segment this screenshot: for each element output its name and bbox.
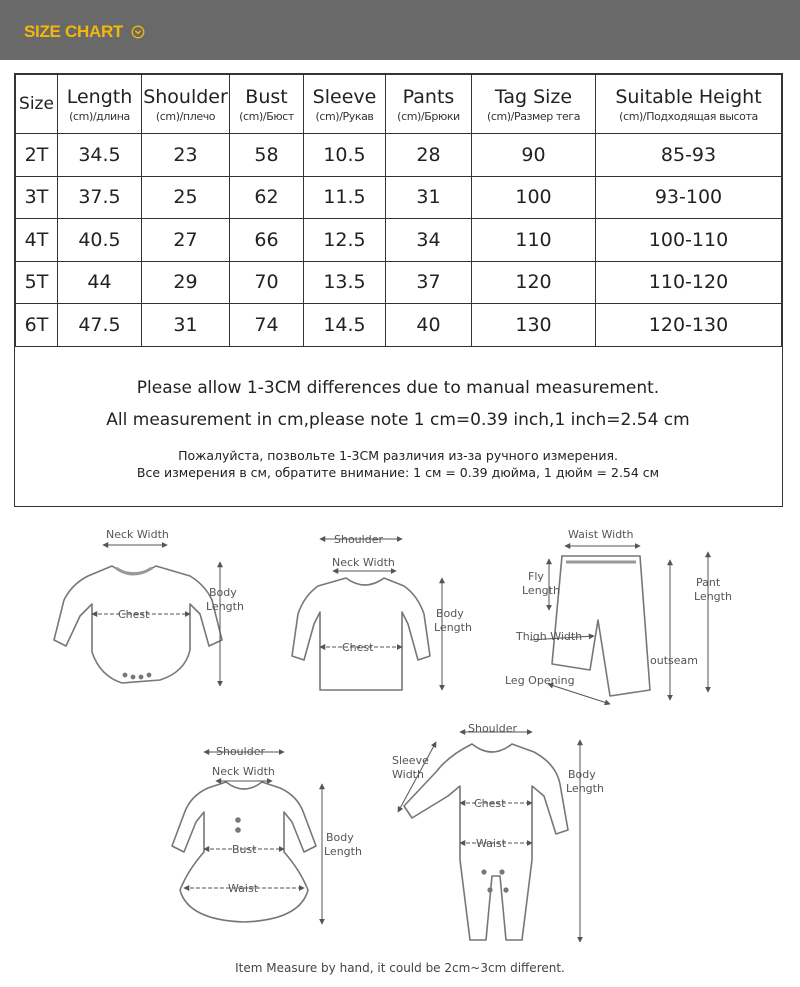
cell-sleeve: 13.5 (304, 261, 386, 304)
cell-shoulder: 25 (142, 176, 230, 219)
table-row (16, 176, 782, 219)
note-russian-2: Все измерения в см, обратите внимание: 1 см = 0.39 дюйма, 1 дюйм = 2.54 см (136, 465, 660, 480)
note-english-1: Please allow 1-3CM differences due to manual measurement. (136, 378, 660, 398)
cell-pants: 37 (386, 261, 472, 304)
cell-bust: 74 (230, 304, 304, 347)
cell-length: 47.5 (58, 304, 142, 347)
size-chart-table-box (14, 73, 783, 507)
cell-size: 2T (16, 134, 58, 177)
cell-tag-size: 130 (472, 304, 596, 347)
romper-body-label: Body (568, 768, 596, 781)
pants-outseam-label: outseam (650, 654, 698, 667)
cell-size: 5T (16, 261, 58, 304)
tshirt-shoulder-label: Shoulder (334, 533, 383, 546)
bodysuit-neck-width-label: Neck Width (106, 528, 169, 541)
romper-length-label: Length (566, 782, 604, 795)
table-row (16, 134, 782, 177)
cell-suitable-height: 110-120 (596, 261, 782, 304)
dress-waist-label: Waist (228, 882, 259, 895)
note-russian-1: Пожалуйста, позвольте 1-3CM различия из-за ручного измерения. (178, 448, 618, 463)
measurement-diagrams (0, 515, 800, 955)
dress-length-label: Length (324, 845, 362, 858)
header-tag-size: Tag Size (cm)/Размер тега (472, 75, 596, 134)
footer-note: Item Measure by hand, it could be 2cm~3cm different. (235, 961, 565, 975)
header-bust: Bust (cm)/Бюст (230, 75, 304, 134)
table-row (16, 219, 782, 262)
cell-sleeve: 12.5 (304, 219, 386, 262)
cell-suitable-height: 120-130 (596, 304, 782, 347)
bodysuit-chest-label: Chest (118, 608, 150, 621)
cell-length: 37.5 (58, 176, 142, 219)
cell-tag-size: 110 (472, 219, 596, 262)
cell-suitable-height: 93-100 (596, 176, 782, 219)
dress-body-label: Body (326, 831, 354, 844)
table-row (16, 261, 782, 304)
cell-size: 6T (16, 304, 58, 347)
cell-tag-size: 120 (472, 261, 596, 304)
cell-suitable-height: 85-93 (596, 134, 782, 177)
tshirt-length-label: Length (434, 621, 472, 634)
cell-bust: 70 (230, 261, 304, 304)
cell-shoulder: 23 (142, 134, 230, 177)
cell-sleeve: 14.5 (304, 304, 386, 347)
bodysuit-body-label: Body (209, 586, 237, 599)
size-table (15, 74, 782, 347)
pants-fly-length-label: Length (522, 584, 560, 597)
tshirt-body-label: Body (436, 607, 464, 620)
cell-tag-size: 100 (472, 176, 596, 219)
cell-pants: 28 (386, 134, 472, 177)
cell-sleeve: 11.5 (304, 176, 386, 219)
size-chart-banner (0, 0, 800, 60)
dress-neck-width-label: Neck Width (212, 765, 275, 778)
dress-bust-label: Bust (232, 843, 257, 856)
pants-waist-width-label: Waist Width (568, 528, 634, 541)
cell-pants: 31 (386, 176, 472, 219)
cell-suitable-height: 100-110 (596, 219, 782, 262)
cell-size: 3T (16, 176, 58, 219)
pants-pant-label: Pant (696, 576, 721, 589)
cell-pants: 40 (386, 304, 472, 347)
romper-chest-label: Chest (474, 797, 506, 810)
tshirt-chest-label: Chest (342, 641, 374, 654)
cell-shoulder: 27 (142, 219, 230, 262)
chevron-down-circle-icon (131, 25, 145, 39)
dress-shoulder-label: Shoulder (216, 745, 265, 758)
romper-waist-label: Waist (476, 837, 507, 850)
tshirt-neck-width-label: Neck Width (332, 556, 395, 569)
pants-length-label: Length (694, 590, 732, 603)
cell-shoulder: 31 (142, 304, 230, 347)
cell-bust: 66 (230, 219, 304, 262)
cell-length: 44 (58, 261, 142, 304)
header-sleeve: Sleeve (cm)/Рукав (304, 75, 386, 134)
cell-length: 34.5 (58, 134, 142, 177)
cell-pants: 34 (386, 219, 472, 262)
cell-size: 4T (16, 219, 58, 262)
header-suitable-height: Suitable Height (cm)/Подходящая высота (596, 75, 782, 134)
cell-bust: 62 (230, 176, 304, 219)
pants-thigh-width-label: Thigh Width (516, 630, 583, 643)
header-size: Size (16, 75, 58, 134)
table-header-row (16, 75, 782, 134)
romper-sleeve-label: Sleeve (392, 754, 429, 767)
romper-shoulder-label: Shoulder (468, 722, 517, 735)
header-shoulder: Shoulder (cm)/плечо (142, 75, 230, 134)
romper-sleeve-width-label: Width (392, 768, 424, 781)
bodysuit-length-label: Length (206, 600, 244, 613)
header-length: Length (cm)/длина (58, 75, 142, 134)
cell-sleeve: 10.5 (304, 134, 386, 177)
pants-leg-opening-label: Leg Opening (505, 674, 575, 687)
cell-tag-size: 90 (472, 134, 596, 177)
cell-shoulder: 29 (142, 261, 230, 304)
table-row (16, 304, 782, 347)
cell-length: 40.5 (58, 219, 142, 262)
header-pants: Pants (cm)/Брюки (386, 75, 472, 134)
cell-bust: 58 (230, 134, 304, 177)
pants-fly-label: Fly (528, 570, 544, 583)
note-english-2: All measurement in cm,please note 1 cm=0.39 inch,1 inch=2.54 cm (106, 410, 690, 430)
banner-title: SIZE CHART (24, 22, 124, 41)
